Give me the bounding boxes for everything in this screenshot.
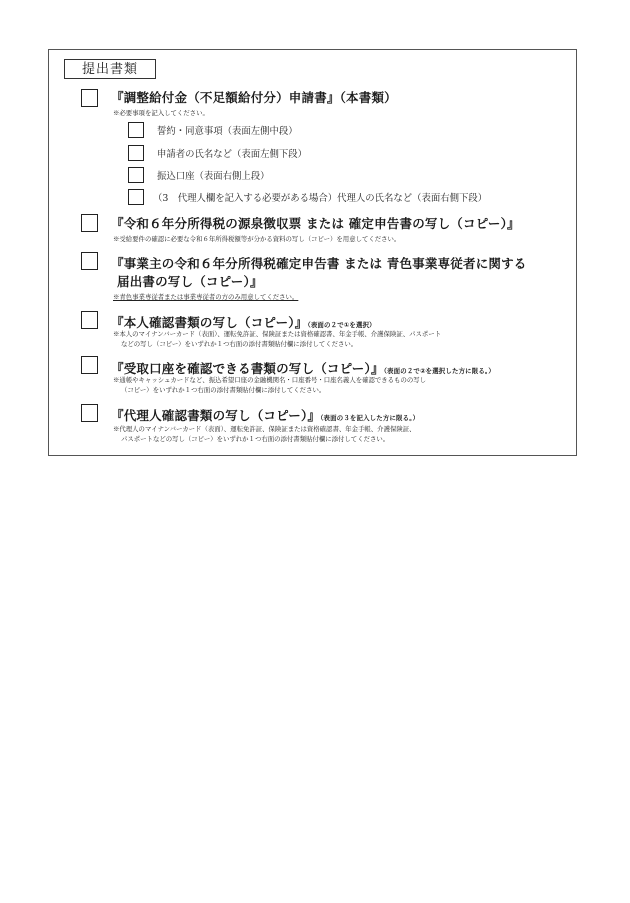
checkbox-receiving-account[interactable] — [81, 356, 98, 374]
item-heading-withholding-slip: 『令和６年分所得税の源泉徴収票 または 確定申告書の写し（コピー）』 — [111, 216, 520, 231]
item-heading-business-tax-return-line2: 届出書の写し（コピー）』 — [117, 274, 263, 289]
item-heading-identity-document — [111, 313, 376, 331]
checkbox-agent-name[interactable] — [128, 189, 144, 205]
item-note-agent-identity-document-line2: パスポートなどの写し（コピー）をいずれか１つ右面の添付書類貼付欄に添付してください。 — [121, 435, 390, 443]
item-heading-identity-document-suffix: （表面の２で①を選択） — [307, 321, 376, 329]
item-heading-receiving-account-suffix: （表面の２で②を選択した方に限る。） — [383, 367, 495, 375]
checkbox-application-form[interactable] — [81, 89, 98, 107]
checkbox-consent[interactable] — [128, 122, 144, 138]
checkbox-business-tax-return[interactable] — [81, 252, 98, 270]
item-note-business-tax-return: ※青色事業専従者または事業専従者の方のみ用意してください。 — [113, 293, 299, 301]
item-note-receiving-account-line2: （コピー）をいずれか１つ右面の添付書類貼付欄に添付してください。 — [121, 386, 326, 394]
item-note-identity-document-line2: などの写し（コピー）をいずれか１つ右面の添付書類貼付欄に添付してください。 — [121, 340, 358, 348]
item-note-application-form: ※必要事項を記入してください。 — [113, 109, 209, 117]
item-note-agent-identity-document-line1: ※代理人のマイナンバーカード（表面）、運転免許証、保険証または資格確認書、年金手帳、介護保険証、 — [113, 425, 416, 433]
subitem-bank-account: 振込口座（表面右側上段） — [157, 171, 270, 182]
item-heading-identity-document-main: 『本人確認書類の写し（コピー）』 — [111, 315, 308, 330]
subitem-applicant-name: 申請者の氏名など（表面左側下段） — [157, 149, 308, 160]
checkbox-bank-account[interactable] — [128, 167, 144, 183]
item-note-identity-document-line1: ※本人のマイナンバーカード（表面）、運転免許証、保険証または資格確認書、年金手帳、介護保険証、パスポート — [113, 330, 442, 338]
item-heading-agent-identity-document-suffix: （表面の３を記入した方に限る。） — [320, 414, 420, 422]
checkbox-identity-document[interactable] — [81, 311, 98, 329]
document-frame — [48, 49, 577, 456]
item-note-receiving-account-line1: ※通帳やキャッシュカードなど、振込希望口座の金融機関名・口座番号・口座名義人を確認できるものの写し — [113, 376, 427, 384]
item-heading-agent-identity-document — [111, 406, 419, 424]
item-heading-application-form: 『調整給付金（不足額給付分）申請書』（本書類） — [111, 90, 397, 105]
item-heading-receiving-account — [111, 359, 495, 377]
subitem-agent-name: （3 代理人欄を記入する必要がある場合）代理人の氏名など（表面右側下段） — [153, 193, 488, 204]
item-note-withholding-slip: ※受給要件の確認に必要な令和６年所得税額等が分かる資料の写し（コピー）を用意してください。 — [113, 235, 401, 243]
checkbox-applicant-name[interactable] — [128, 145, 144, 161]
checkbox-agent-identity-document[interactable] — [81, 404, 98, 422]
subitem-consent: 誓約・同意事項（表面左側中段） — [157, 126, 298, 137]
section-title: 提出書類 — [64, 59, 156, 79]
item-heading-business-tax-return-line1: 『事業主の令和６年分所得税確定申告書 または 青色事業専従者に関する — [111, 256, 527, 271]
item-heading-receiving-account-main: 『受取口座を確認できる書類の写し（コピー）』 — [111, 361, 384, 376]
item-heading-agent-identity-document-main: 『代理人確認書類の写し（コピー）』 — [111, 408, 321, 423]
checkbox-withholding-slip[interactable] — [81, 214, 98, 232]
